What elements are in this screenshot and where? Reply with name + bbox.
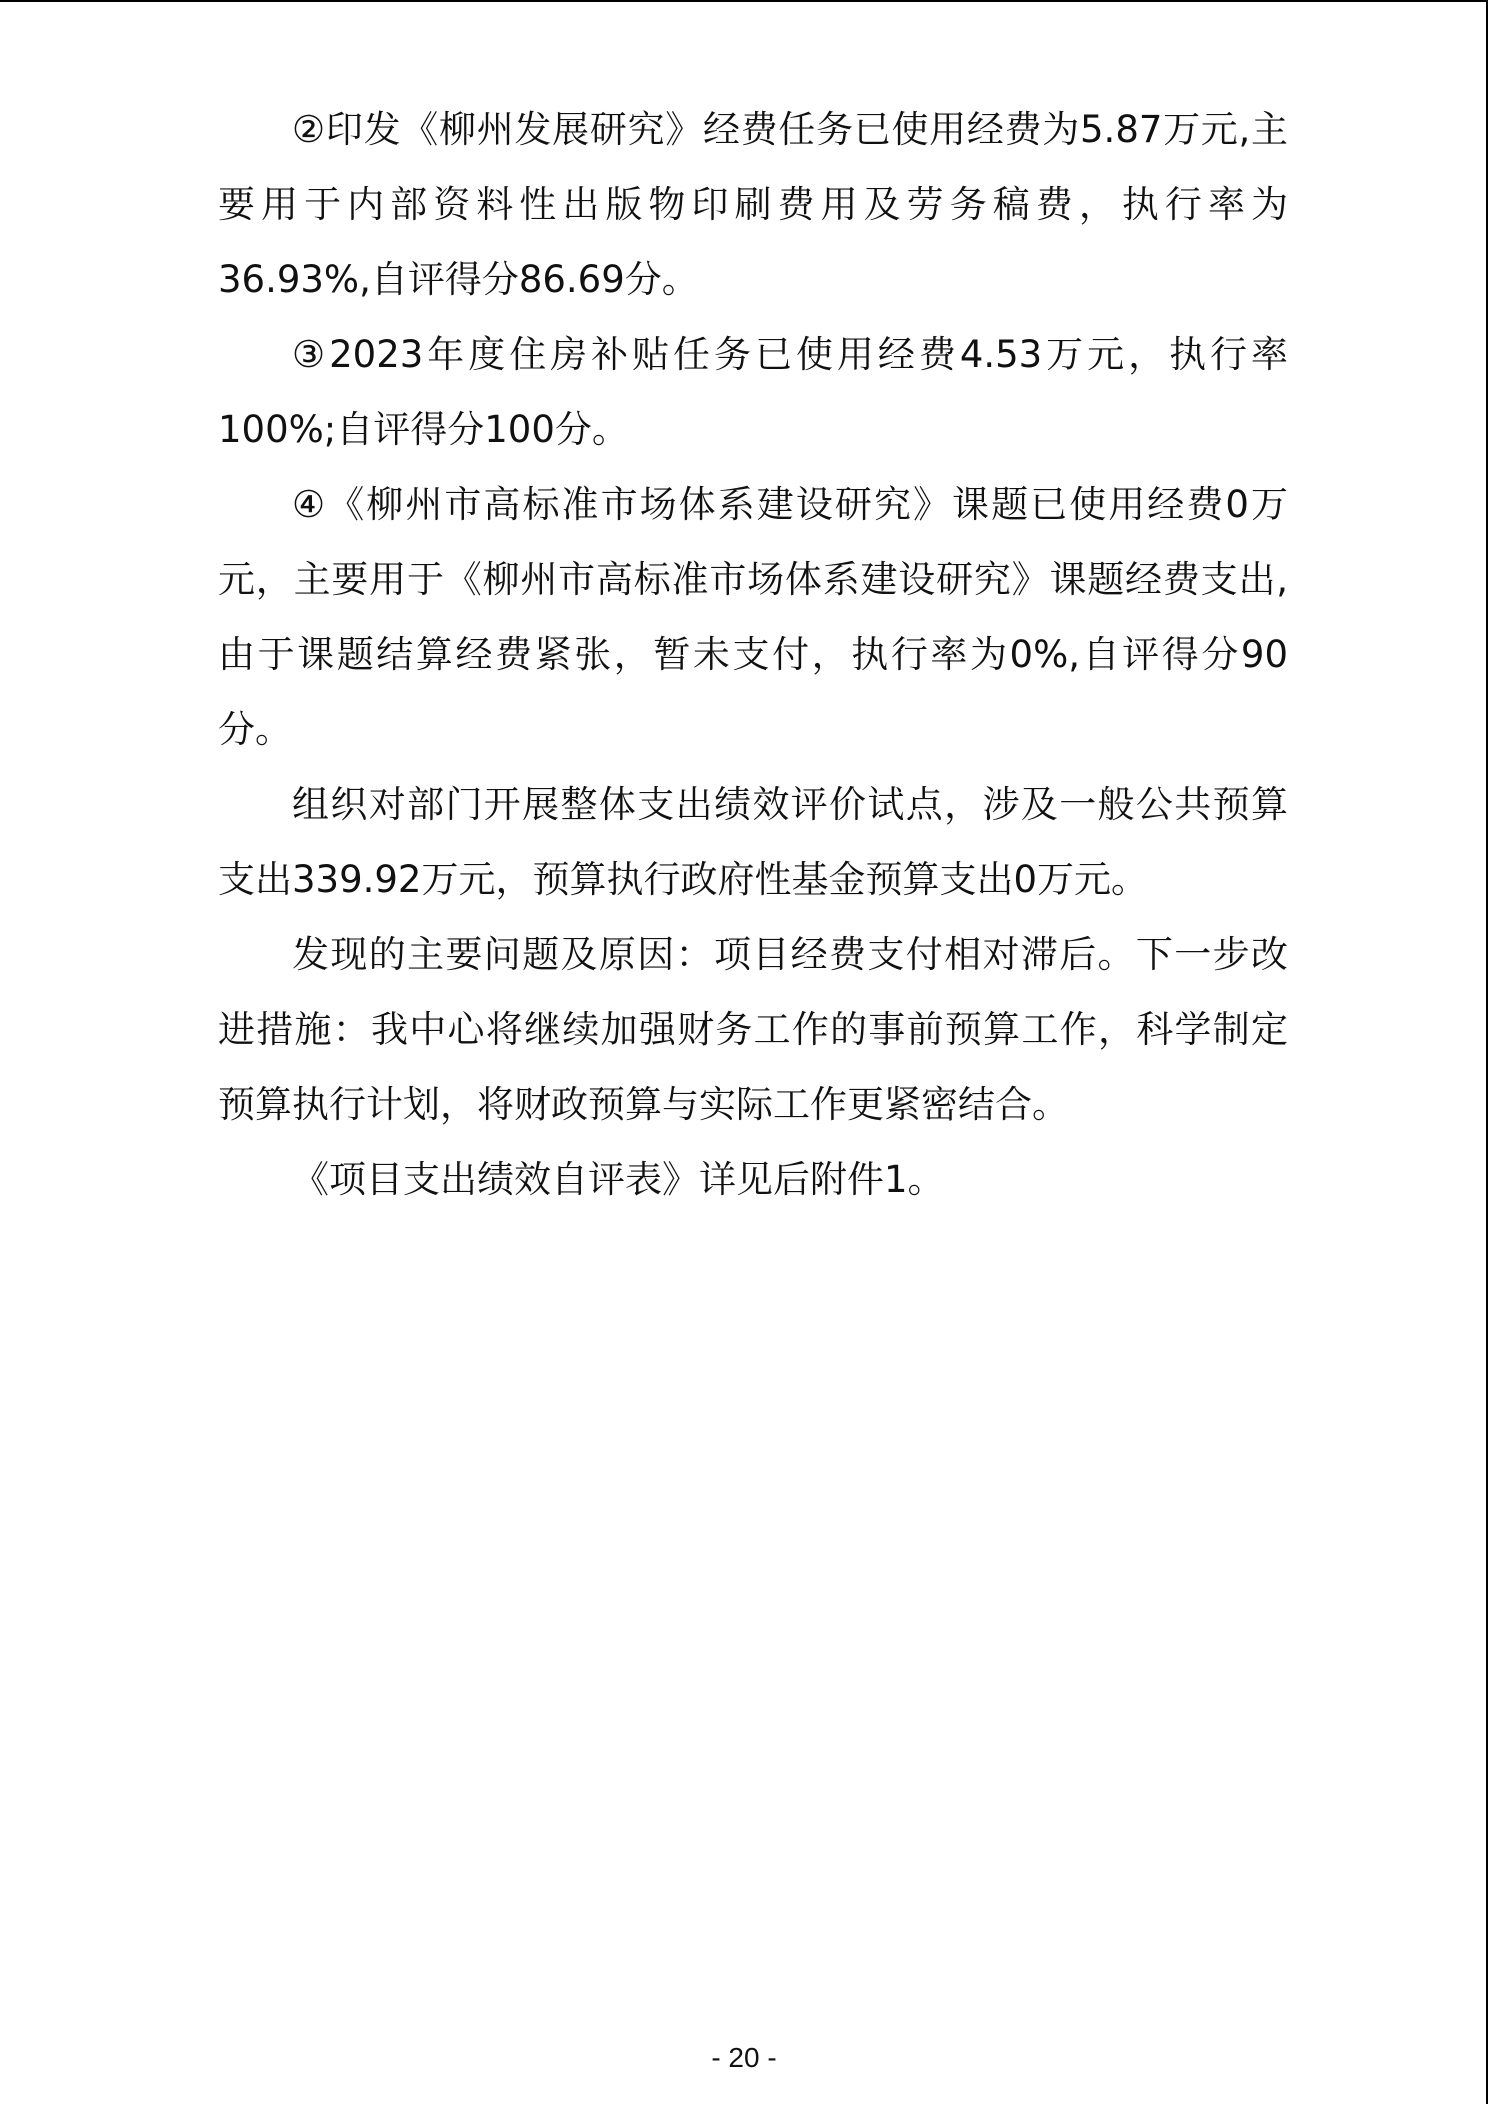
paragraph-problems-and-improvements: 发现的主要问题及原因：项目经费支付相对滞后。下一步改进措施：我中心将继续加强财务工作的事前预算工作，科学制定预算执行计划，将财政预算与实际工作更紧密结合。 (218, 933, 1288, 1126)
paragraph-overall-expenditure-evaluation: 组织对部门开展整体支出绩效评价试点，涉及一般公共预算支出339.92万元，预算执行政府性基金预算支出0万元。 (218, 783, 1288, 901)
paragraph-housing-subsidy: ③2023年度住房补贴任务已使用经费4.53万元，执行率100%;自评得分100分。 (218, 333, 1288, 451)
paragraph-liuzhou-research-publication: ②印发《柳州发展研究》经费任务已使用经费为5.87万元,主要用于内部资料性出版物印刷费用及劳务稿费，执行率为36.93%,自评得分86.69分。 (218, 108, 1288, 301)
paragraph-attachment-reference: 《项目支出绩效自评表》详见后附件1。 (292, 1158, 945, 1201)
page-number: - 20 - (711, 2042, 777, 2073)
document-body (218, 92, 1288, 1217)
paragraph-market-system-research: ④《柳州市高标准市场体系建设研究》课题已使用经费0万元，主要用于《柳州市高标准市场体系建设研究》课题经费支出,由于课题结算经费紧张，暂未支付，执行率为0%,自评得分90分。 (218, 483, 1288, 751)
